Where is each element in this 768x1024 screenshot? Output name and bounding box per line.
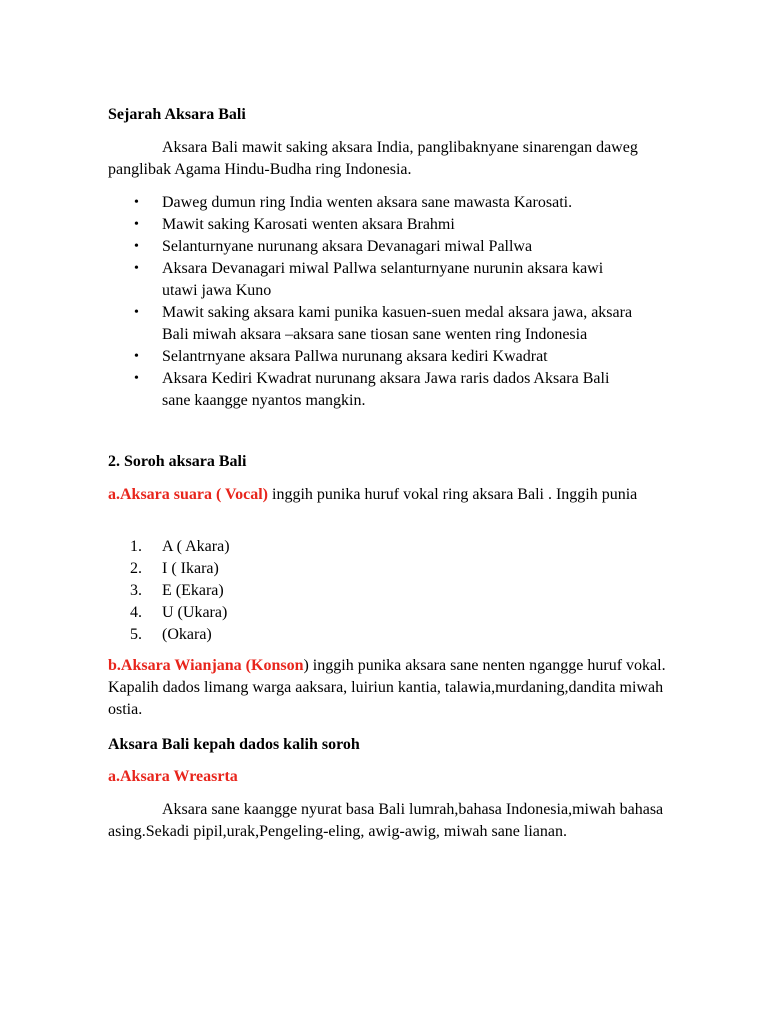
vocal-paragraph	[108, 484, 668, 506]
history-list-text: Mawit saking aksara kami punika kasuen-suen medal aksara jawa, aksara Bali miwah aksara –aksara sane tiosan sane wenten ring Indonesia	[162, 304, 633, 343]
section-2-heading: 2. Soroh aksara Bali	[108, 453, 247, 470]
wianjana-paragraph	[108, 655, 668, 721]
bullet-icon: •	[134, 195, 139, 210]
document-title: Sejarah Aksara Bali	[108, 106, 246, 123]
vocal-list-number: 3.	[130, 582, 142, 599]
history-list-item	[108, 258, 638, 302]
history-list-text: Selantrnyane aksara Pallwa nurunang aksara kediri Kwadrat	[162, 348, 548, 365]
vocal-list-item	[108, 602, 638, 624]
vocal-list-number: 1.	[130, 538, 142, 555]
history-list-text: Mawit saking Karosati wenten aksara Brahmi	[162, 216, 455, 233]
history-list-item	[108, 346, 638, 368]
vocal-list	[108, 536, 638, 646]
vocal-list-number: 2.	[130, 560, 142, 577]
history-list	[108, 192, 638, 412]
vocal-list-item	[108, 536, 638, 558]
history-list-item	[108, 236, 638, 258]
bullet-icon: •	[134, 261, 139, 276]
wreasrta-heading: a.Aksara Wreasrta	[108, 768, 238, 785]
vocal-list-text: E (Ekara)	[162, 582, 224, 599]
vocal-list-text: (Okara)	[162, 626, 212, 643]
vocal-text: inggih punika huruf vokal ring aksara Bali . Inggih punia	[268, 486, 638, 503]
bullet-icon: •	[134, 217, 139, 232]
history-list-text: Selanturnyane nurunang aksara Devanagari miwal Pallwa	[162, 238, 533, 255]
history-list-text: Aksara Kediri Kwadrat nurunang aksara Jawa raris dados Aksara Bali sane kaangge nyantos mangkin.	[162, 370, 610, 409]
vocal-list-text: U (Ukara)	[162, 604, 228, 621]
vocal-list-item	[108, 558, 638, 580]
bullet-icon: •	[134, 349, 139, 364]
intro-paragraph: Aksara Bali mawit saking aksara India, panglibaknyane sinarengan daweg panglibak Agama Hindu-Budha ring Indonesia.	[108, 139, 638, 178]
vocal-list-number: 5.	[130, 626, 142, 643]
history-list-item	[108, 368, 638, 412]
vocal-list-item	[108, 580, 638, 602]
vocal-list-number: 4.	[130, 604, 142, 621]
bullet-icon: •	[134, 239, 139, 254]
bullet-icon: •	[134, 371, 139, 386]
history-list-item	[108, 302, 638, 346]
wianjana-label: b.Aksara Wianjana (Konson	[108, 657, 304, 674]
vocal-list-text: A ( Akara)	[162, 538, 230, 555]
vocal-list-item	[108, 624, 638, 646]
wreasrta-paragraph: Aksara sane kaangge nyurat basa Bali lumrah,bahasa Indonesia,miwah bahasa asing.Sekadi pipil,urak,Pengeling-eling, awig-awig, miwah sane lianan.	[108, 801, 664, 840]
wianjana-text: ) inggih punika aksara sane nenten ngangge huruf vokal. Kapalih dados limang warga aaksara, luiriun kantia, talawia,murdaning,dandita miwah ostia.	[108, 657, 666, 718]
section-3-heading: Aksara Bali kepah dados kalih soroh	[108, 736, 360, 753]
history-list-item	[108, 214, 638, 236]
vocal-label: a.Aksara suara ( Vocal)	[108, 486, 269, 503]
vocal-list-text: I ( Ikara)	[162, 560, 219, 577]
history-list-text: Daweg dumun ring India wenten aksara sane mawasta Karosati.	[162, 194, 573, 211]
bullet-icon: •	[134, 305, 139, 320]
history-list-text: Aksara Devanagari miwal Pallwa selanturnyane nurunin aksara kawi utawi jawa Kuno	[162, 260, 604, 299]
history-list-item	[108, 192, 638, 214]
